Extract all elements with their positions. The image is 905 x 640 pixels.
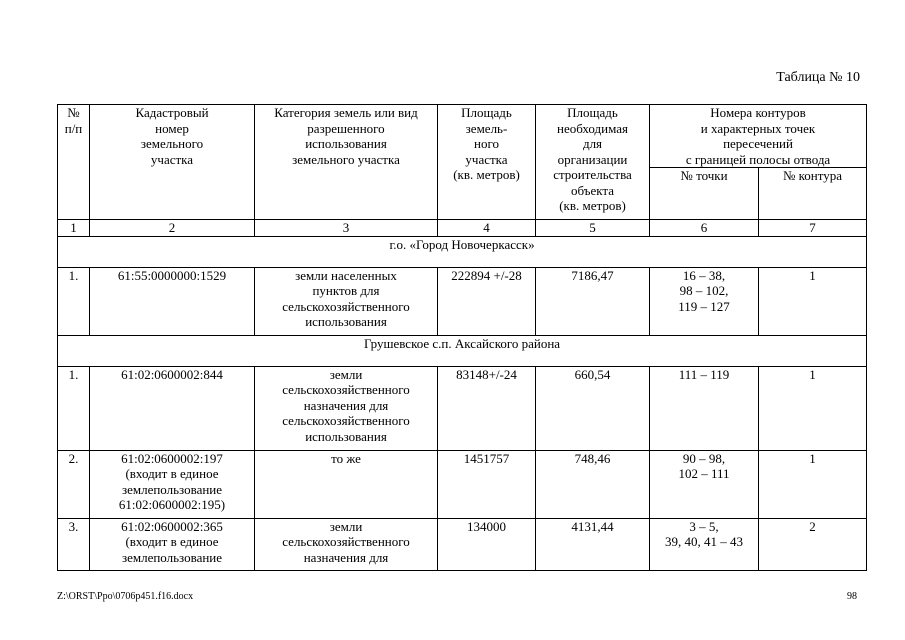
header-area-needed: Площадь необходимая для организации строительства объекта (кв. метров) <box>536 105 650 220</box>
row-number: 1. <box>58 267 90 335</box>
row-category: земли населенных пунктов для сельскохозяйственного использования <box>255 267 438 335</box>
row-area: 222894 +/-28 <box>438 267 536 335</box>
section-row <box>58 236 867 267</box>
table-row <box>58 366 867 450</box>
column-number-row <box>58 220 867 237</box>
row-area-needed: 748,46 <box>536 450 650 518</box>
row-area-needed: 4131,44 <box>536 518 650 570</box>
page-number: 98 <box>847 591 857 602</box>
row-cadastral: 61:02:0600002:197 (входит в единое землепользование 61:02:0600002:195) <box>90 450 255 518</box>
row-points: 3 – 5, 39, 40, 41 – 43 <box>650 518 759 570</box>
header-contour: № контура <box>759 168 867 220</box>
row-contour: 1 <box>759 267 867 335</box>
footer-file-path: Z:\ORST\Ppo\0706p451.f16.docx <box>57 591 194 602</box>
column-number: 3 <box>255 220 438 237</box>
row-points: 111 – 119 <box>650 366 759 450</box>
header-row <box>58 105 867 168</box>
header-area: Площадь земель- ного участка (кв. метров) <box>438 105 536 220</box>
section-row <box>58 335 867 366</box>
table-caption: Таблица № 10 <box>776 70 860 85</box>
header-contours-group: Номера контуров и характерных точек пересечений с границей полосы отвода <box>650 105 867 168</box>
header-number: № п/п <box>58 105 90 220</box>
column-number: 5 <box>536 220 650 237</box>
row-points: 16 – 38, 98 – 102, 119 – 127 <box>650 267 759 335</box>
header-cadastral: Кадастровый номер земельного участка <box>90 105 255 220</box>
row-cadastral: 61:02:0600002:365 (входит в единое землепользование <box>90 518 255 570</box>
row-contour: 1 <box>759 450 867 518</box>
row-area: 1451757 <box>438 450 536 518</box>
header-points: № точки <box>650 168 759 220</box>
row-category: то же <box>255 450 438 518</box>
row-area: 134000 <box>438 518 536 570</box>
section-title: г.о. «Город Новочеркасск» <box>58 236 867 267</box>
row-area: 83148+/-24 <box>438 366 536 450</box>
column-number: 1 <box>58 220 90 237</box>
row-number: 2. <box>58 450 90 518</box>
row-area-needed: 7186,47 <box>536 267 650 335</box>
row-number: 3. <box>58 518 90 570</box>
row-area-needed: 660,54 <box>536 366 650 450</box>
row-number: 1. <box>58 366 90 450</box>
header-category: Категория земель или вид разрешенного использования земельного участка <box>255 105 438 220</box>
column-number: 6 <box>650 220 759 237</box>
table-row <box>58 267 867 335</box>
row-category: земли сельскохозяйственного назначения для сельскохозяйственного использования <box>255 366 438 450</box>
row-points: 90 – 98, 102 – 111 <box>650 450 759 518</box>
table-row <box>58 518 867 570</box>
section-title: Грушевское с.п. Аксайского района <box>58 335 867 366</box>
row-contour: 2 <box>759 518 867 570</box>
column-number: 4 <box>438 220 536 237</box>
data-table <box>57 104 867 571</box>
table-row <box>58 450 867 518</box>
row-cadastral: 61:55:0000000:1529 <box>90 267 255 335</box>
column-number: 7 <box>759 220 867 237</box>
row-contour: 1 <box>759 366 867 450</box>
row-cadastral: 61:02:0600002:844 <box>90 366 255 450</box>
column-number: 2 <box>90 220 255 237</box>
row-category: земли сельскохозяйственного назначения для <box>255 518 438 570</box>
